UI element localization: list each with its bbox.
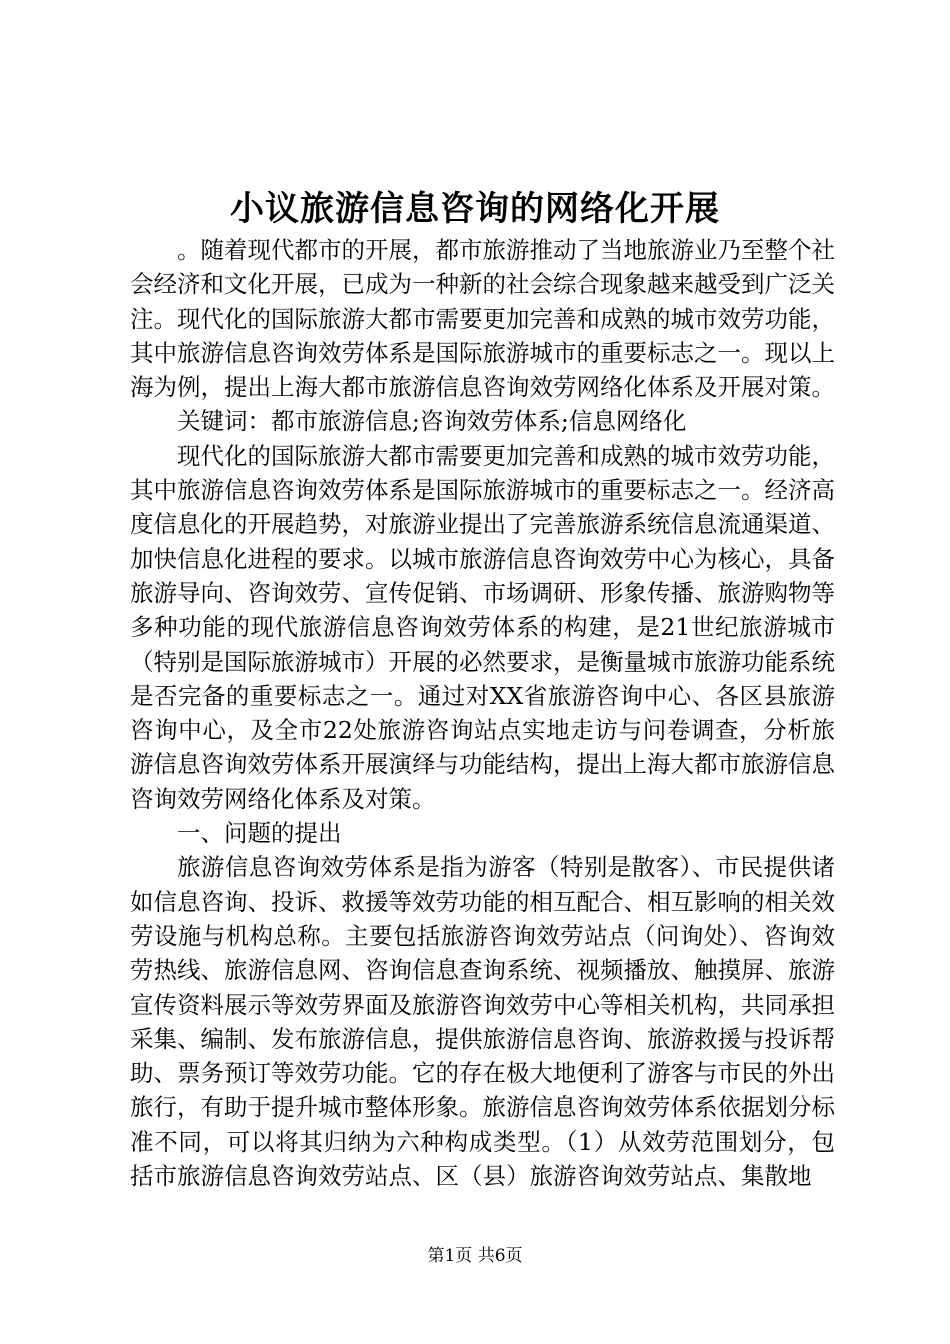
section-heading: 一、问题的提出 xyxy=(177,819,342,848)
intro-paragraph: 现代化的国际旅游大都市需要更加完善和成熟的城市效劳功能，其中旅游信息咨询效劳体系是国际旅游城市的重要标志之一。经济高度信息化的开展趋势，对旅游业提出了完善旅游系统信息流通渠道、加快信息化进程的要求。以城市旅游信息咨询效劳中心为核心，具备旅游导向、咨询效劳、宣传促销、市场调研、形象传播、旅游购物等多种功能的现代旅游信息咨询效劳体系的构建，是21世纪旅游城市（特别是国际旅游城市）开展的必然要求，是衡量城市旅游功能系统是否完备的重要标志之一。通过对XX省旅游咨询中心、各区县旅游咨询中心，及全市22处旅游咨询站点实地走访与问卷调查，分析旅游信息咨询效劳体系开展演绎与功能结构，提出上海大都市旅游信息咨询效劳网络化体系及对策。 xyxy=(130,441,835,813)
document-body xyxy=(130,233,835,1193)
abstract-paragraph: 。随着现代都市的开展，都市旅游推动了当地旅游业乃至整个社会经济和文化开展，已成为一种新的社会综合现象越来越受到广泛关注。现代化的国际旅游大都市需要更加完善和成熟的城市效劳功能，其中旅游信息咨询效劳体系是国际旅游城市的重要标志之一。现以上海为例，提出上海大都市旅游信息咨询效劳网络化体系及开展对策。 xyxy=(130,236,835,402)
page-number-footer: 第1页 共6页 xyxy=(427,1246,523,1266)
section-paragraph: 旅游信息咨询效劳体系是指为游客（特别是散客）、市民提供诸如信息咨询、投诉、救援等效劳功能的相互配合、相互影响的相关效劳设施与机构总称。主要包括旅游咨询效劳站点（问询处）、咨询效劳热线、旅游信息网、咨询信息查询系统、视频播放、触摸屏、旅游宣传资料展示等效劳界面及旅游咨询效劳中心等相关机构，共同承担采集、编制、发布旅游信息，提供旅游信息咨询、旅游救援与投诉帮助、票务预订等效劳功能。它的存在极大地便利了游客与市民的外出旅行，有助于提升城市整体形象。旅游信息咨询效劳体系依据划分标准不同，可以将其归纳为六种构成类型。（1）从效劳范围划分，包括市旅游信息咨询效劳站点、区（县）旅游咨询效劳站点、集散地 xyxy=(130,853,835,1191)
document-title: 小议旅游信息咨询的网络化开展 xyxy=(230,189,720,229)
keywords-paragraph: 关键词：都市旅游信息;咨询效劳体系;信息网络化 xyxy=(177,407,687,436)
